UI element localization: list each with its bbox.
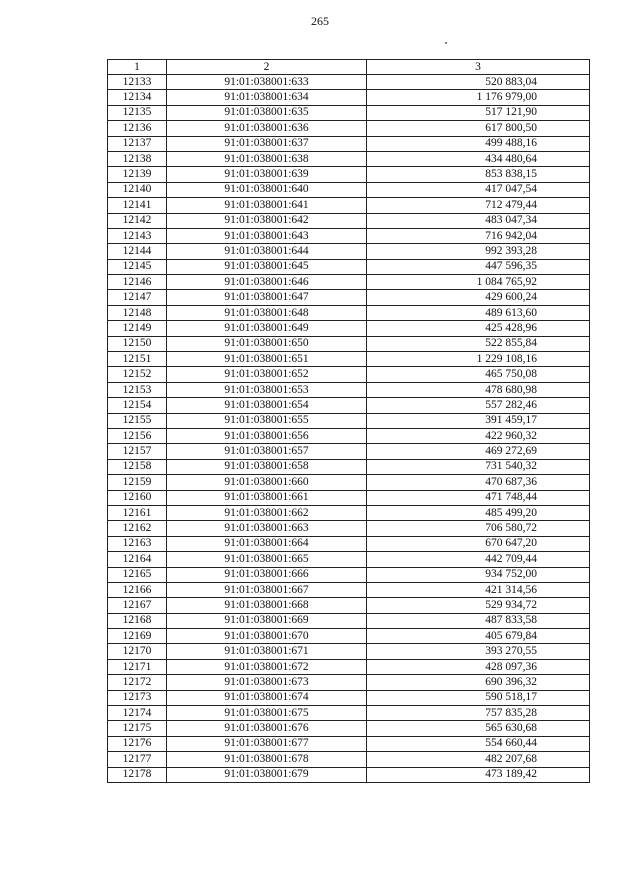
table-row — [108, 736, 590, 751]
cadastral-number-cell: 91:01:038001:661 — [167, 490, 367, 505]
value-cell: 393 270,55 — [367, 644, 590, 659]
value-cell: 517 121,90 — [367, 105, 590, 120]
value-cell: 934 752,00 — [367, 567, 590, 582]
table-row — [108, 198, 590, 213]
value-cell: 716 942,04 — [367, 228, 590, 243]
cadastral-number-cell: 91:01:038001:652 — [167, 367, 367, 382]
row-number-cell: 12161 — [108, 505, 167, 520]
value-cell: 429 600,24 — [367, 290, 590, 305]
value-cell: 557 282,46 — [367, 398, 590, 413]
row-number-cell: 12162 — [108, 521, 167, 536]
table-row — [108, 352, 590, 367]
row-number-cell: 12176 — [108, 736, 167, 751]
cadastral-number-cell: 91:01:038001:665 — [167, 552, 367, 567]
cadastral-number-cell: 91:01:038001:638 — [167, 151, 367, 166]
row-number-cell: 12165 — [108, 567, 167, 582]
row-number-cell: 12175 — [108, 721, 167, 736]
row-number-cell: 12151 — [108, 352, 167, 367]
value-cell: 391 459,17 — [367, 413, 590, 428]
value-cell: 690 396,32 — [367, 675, 590, 690]
table-row — [108, 121, 590, 136]
value-cell: 617 800,50 — [367, 121, 590, 136]
cadastral-number-cell: 91:01:038001:650 — [167, 336, 367, 351]
row-number-cell: 12134 — [108, 90, 167, 105]
row-number-cell: 12157 — [108, 444, 167, 459]
value-cell: 992 393,28 — [367, 244, 590, 259]
row-number-cell: 12149 — [108, 321, 167, 336]
value-cell: 487 833,58 — [367, 613, 590, 628]
row-number-cell: 12147 — [108, 290, 167, 305]
row-number-cell: 12174 — [108, 706, 167, 721]
cadastral-number-cell: 91:01:038001:672 — [167, 659, 367, 674]
cadastral-number-cell: 91:01:038001:658 — [167, 459, 367, 474]
table-row — [108, 151, 590, 166]
row-number-cell: 12170 — [108, 644, 167, 659]
value-cell: 422 960,32 — [367, 428, 590, 443]
cadastral-number-cell: 91:01:038001:677 — [167, 736, 367, 751]
cadastral-number-cell: 91:01:038001:678 — [167, 752, 367, 767]
cadastral-number-cell: 91:01:038001:644 — [167, 244, 367, 259]
value-cell: 1 229 108,16 — [367, 352, 590, 367]
cadastral-number-cell: 91:01:038001:667 — [167, 582, 367, 597]
value-cell: 470 687,36 — [367, 475, 590, 490]
row-number-cell: 12163 — [108, 536, 167, 551]
cadastral-number-cell: 91:01:038001:634 — [167, 90, 367, 105]
cadastral-number-cell: 91:01:038001:651 — [167, 352, 367, 367]
row-number-cell: 12145 — [108, 259, 167, 274]
value-cell: 447 596,35 — [367, 259, 590, 274]
table-row — [108, 336, 590, 351]
value-cell: 442 709,44 — [367, 552, 590, 567]
table-row — [108, 613, 590, 628]
value-cell: 670 647,20 — [367, 536, 590, 551]
value-cell: 712 479,44 — [367, 198, 590, 213]
row-number-cell: 12172 — [108, 675, 167, 690]
table-row — [108, 675, 590, 690]
value-cell: 473 189,42 — [367, 767, 590, 782]
table-row — [108, 536, 590, 551]
cadastral-number-cell: 91:01:038001:671 — [167, 644, 367, 659]
row-number-cell: 12169 — [108, 629, 167, 644]
data-table — [107, 59, 590, 783]
value-cell: 1 176 979,00 — [367, 90, 590, 105]
table-row — [108, 582, 590, 597]
value-cell: 853 838,15 — [367, 167, 590, 182]
cadastral-number-cell: 91:01:038001:639 — [167, 167, 367, 182]
table-row — [108, 290, 590, 305]
scan-speck — [445, 42, 447, 44]
row-number-cell: 12156 — [108, 428, 167, 443]
row-number-cell: 12164 — [108, 552, 167, 567]
row-number-cell: 12144 — [108, 244, 167, 259]
cadastral-number-cell: 91:01:038001:679 — [167, 767, 367, 782]
row-number-cell: 12167 — [108, 598, 167, 613]
row-number-cell: 12140 — [108, 182, 167, 197]
table-row — [108, 413, 590, 428]
table-row — [108, 644, 590, 659]
row-number-cell: 12153 — [108, 382, 167, 397]
value-cell: 731 540,32 — [367, 459, 590, 474]
value-cell: 471 748,44 — [367, 490, 590, 505]
value-cell: 434 480,64 — [367, 151, 590, 166]
cadastral-number-cell: 91:01:038001:636 — [167, 121, 367, 136]
table-row — [108, 567, 590, 582]
table-row — [108, 275, 590, 290]
row-number-cell: 12177 — [108, 752, 167, 767]
header-col-3: 3 — [367, 60, 590, 75]
cadastral-number-cell: 91:01:038001:668 — [167, 598, 367, 613]
table-row — [108, 521, 590, 536]
table-row — [108, 428, 590, 443]
row-number-cell: 12154 — [108, 398, 167, 413]
value-cell: 565 630,68 — [367, 721, 590, 736]
cadastral-number-cell: 91:01:038001:635 — [167, 105, 367, 120]
cadastral-number-cell: 91:01:038001:641 — [167, 198, 367, 213]
cadastral-number-cell: 91:01:038001:649 — [167, 321, 367, 336]
row-number-cell: 12138 — [108, 151, 167, 166]
row-number-cell: 12166 — [108, 582, 167, 597]
value-cell: 590 518,17 — [367, 690, 590, 705]
table-row — [108, 244, 590, 259]
value-cell: 483 047,34 — [367, 213, 590, 228]
value-cell: 757 835,28 — [367, 706, 590, 721]
row-number-cell: 12142 — [108, 213, 167, 228]
row-number-cell: 12152 — [108, 367, 167, 382]
cadastral-number-cell: 91:01:038001:645 — [167, 259, 367, 274]
value-cell: 425 428,96 — [367, 321, 590, 336]
row-number-cell: 12139 — [108, 167, 167, 182]
cadastral-number-cell: 91:01:038001:663 — [167, 521, 367, 536]
table-row — [108, 767, 590, 782]
row-number-cell: 12136 — [108, 121, 167, 136]
table-row — [108, 213, 590, 228]
table-row — [108, 136, 590, 151]
table-row — [108, 629, 590, 644]
table-row — [108, 659, 590, 674]
cadastral-number-cell: 91:01:038001:674 — [167, 690, 367, 705]
cadastral-number-cell: 91:01:038001:654 — [167, 398, 367, 413]
value-cell: 465 750,08 — [367, 367, 590, 382]
table-row — [108, 367, 590, 382]
cadastral-number-cell: 91:01:038001:647 — [167, 290, 367, 305]
table-row — [108, 752, 590, 767]
value-cell: 482 207,68 — [367, 752, 590, 767]
table-row — [108, 552, 590, 567]
table-row — [108, 706, 590, 721]
row-number-cell: 12137 — [108, 136, 167, 151]
table-row — [108, 398, 590, 413]
table-row — [108, 459, 590, 474]
header-col-2: 2 — [167, 60, 367, 75]
value-cell: 554 660,44 — [367, 736, 590, 751]
value-cell: 405 679,84 — [367, 629, 590, 644]
table-row — [108, 721, 590, 736]
cadastral-number-cell: 91:01:038001:660 — [167, 475, 367, 490]
table-row — [108, 505, 590, 520]
table-row — [108, 167, 590, 182]
header-row — [108, 60, 590, 75]
value-cell: 469 272,69 — [367, 444, 590, 459]
cadastral-number-cell: 91:01:038001:648 — [167, 305, 367, 320]
row-number-cell: 12160 — [108, 490, 167, 505]
row-number-cell: 12143 — [108, 228, 167, 243]
cadastral-number-cell: 91:01:038001:653 — [167, 382, 367, 397]
cadastral-number-cell: 91:01:038001:643 — [167, 228, 367, 243]
table-row — [108, 105, 590, 120]
cadastral-number-cell: 91:01:038001:657 — [167, 444, 367, 459]
row-number-cell: 12168 — [108, 613, 167, 628]
row-number-cell: 12171 — [108, 659, 167, 674]
row-number-cell: 12148 — [108, 305, 167, 320]
row-number-cell: 12135 — [108, 105, 167, 120]
row-number-cell: 12133 — [108, 75, 167, 90]
table-row — [108, 90, 590, 105]
cadastral-number-cell: 91:01:038001:670 — [167, 629, 367, 644]
cadastral-number-cell: 91:01:038001:655 — [167, 413, 367, 428]
row-number-cell: 12141 — [108, 198, 167, 213]
value-cell: 485 499,20 — [367, 505, 590, 520]
cadastral-number-cell: 91:01:038001:646 — [167, 275, 367, 290]
row-number-cell: 12150 — [108, 336, 167, 351]
cadastral-number-cell: 91:01:038001:633 — [167, 75, 367, 90]
row-number-cell: 12146 — [108, 275, 167, 290]
cadastral-number-cell: 91:01:038001:642 — [167, 213, 367, 228]
value-cell: 428 097,36 — [367, 659, 590, 674]
header-col-1: 1 — [108, 60, 167, 75]
value-cell: 706 580,72 — [367, 521, 590, 536]
table-row — [108, 321, 590, 336]
value-cell: 520 883,04 — [367, 75, 590, 90]
value-cell: 529 934,72 — [367, 598, 590, 613]
table-row — [108, 475, 590, 490]
row-number-cell: 12155 — [108, 413, 167, 428]
row-number-cell: 12178 — [108, 767, 167, 782]
value-cell: 417 047,54 — [367, 182, 590, 197]
table-row — [108, 598, 590, 613]
page-number: 265 — [311, 14, 329, 28]
table-row — [108, 382, 590, 397]
value-cell: 1 084 765,92 — [367, 275, 590, 290]
cadastral-number-cell: 91:01:038001:673 — [167, 675, 367, 690]
cadastral-number-cell: 91:01:038001:640 — [167, 182, 367, 197]
table-row — [108, 75, 590, 90]
row-number-cell: 12159 — [108, 475, 167, 490]
table-row — [108, 182, 590, 197]
cadastral-number-cell: 91:01:038001:669 — [167, 613, 367, 628]
table-row — [108, 305, 590, 320]
table-row — [108, 690, 590, 705]
table-row — [108, 490, 590, 505]
cadastral-number-cell: 91:01:038001:662 — [167, 505, 367, 520]
value-cell: 499 488,16 — [367, 136, 590, 151]
row-number-cell: 12158 — [108, 459, 167, 474]
value-cell: 421 314,56 — [367, 582, 590, 597]
table-row — [108, 259, 590, 274]
value-cell: 522 855,84 — [367, 336, 590, 351]
cadastral-number-cell: 91:01:038001:656 — [167, 428, 367, 443]
value-cell: 478 680,98 — [367, 382, 590, 397]
value-cell: 489 613,60 — [367, 305, 590, 320]
table-body — [108, 75, 590, 783]
cadastral-number-cell: 91:01:038001:666 — [167, 567, 367, 582]
cadastral-number-cell: 91:01:038001:675 — [167, 706, 367, 721]
table-row — [108, 228, 590, 243]
cadastral-number-cell: 91:01:038001:676 — [167, 721, 367, 736]
cadastral-number-cell: 91:01:038001:664 — [167, 536, 367, 551]
cadastral-number-cell: 91:01:038001:637 — [167, 136, 367, 151]
row-number-cell: 12173 — [108, 690, 167, 705]
table-row — [108, 444, 590, 459]
